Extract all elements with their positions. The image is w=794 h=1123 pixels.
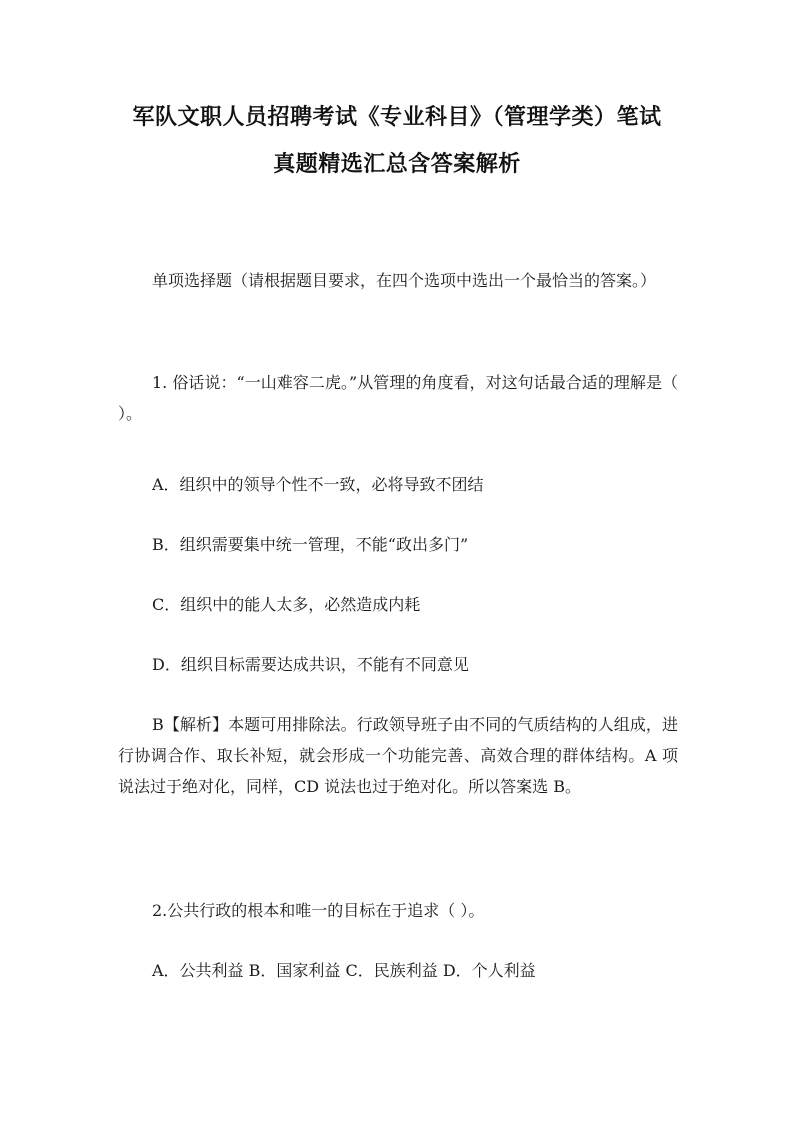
question-1-option-d: D．组织目标需要达成共识，不能有不同意见	[152, 655, 469, 674]
question-1-option-b: B．组织需要集中统一管理，不能“政出多门”	[152, 535, 469, 554]
document-title-line2: 真题精选汇总含答案解析	[273, 152, 521, 177]
section-intro: 单项选择题（请根据题目要求，在四个选项中选出一个最恰当的答案。）	[152, 271, 657, 290]
question-2-options: A．公共利益 B．国家利益 C．民族利益 D．个人利益	[152, 961, 536, 980]
question-1-analysis: B【解析】本题可用排除法。行政领导班子由不同的气质结构的人组成，进行协调合作、取长补短，就会形成一个功能完善、高效合理的群体结构。A 项说法过于绝对化，同样，CD 说法也过于绝对化。所以答案选 B。	[118, 715, 678, 796]
question-2-stem: 2.公共行政的根本和唯一的目标在于追求（ ）。	[152, 901, 485, 920]
question-1-option-a: A．组织中的领导个性不一致，必将导致不团结	[152, 475, 484, 494]
question-1-option-c: C．组织中的能人太多，必然造成内耗	[152, 595, 421, 614]
question-1-stem: 1. 俗话说：“一山难容二虎。”从管理的角度看，对这句话最合适的理解是（ ）。	[118, 373, 678, 423]
document-title-line1: 军队文职人员招聘考试《专业科目》（管理学类）笔试	[132, 105, 662, 130]
